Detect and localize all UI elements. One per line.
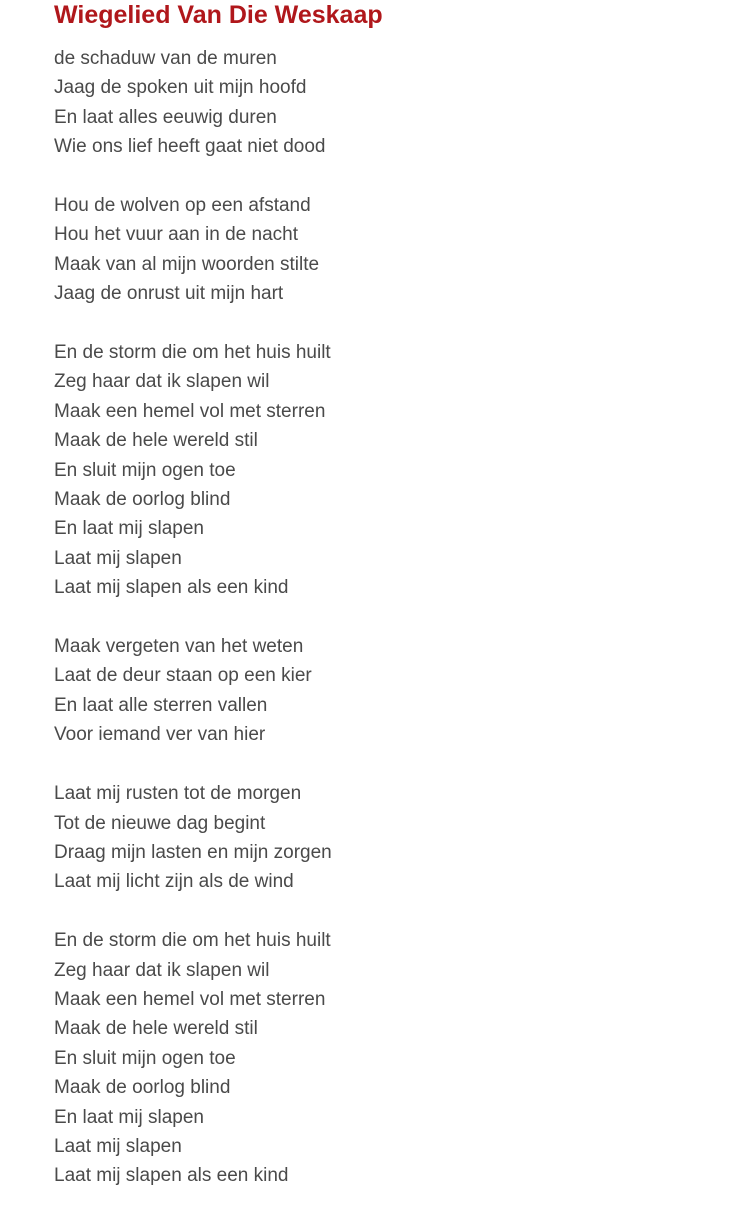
lyric-line: Zeg haar dat ik slapen wil xyxy=(54,371,270,393)
lyric-line: Maak vergeten van het weten xyxy=(54,636,304,658)
lyric-line: Hou de wolven op een afstand xyxy=(54,195,311,217)
lyric-line: Maak de hele wereld stil xyxy=(54,1018,258,1040)
lyric-line: Maak de hele wereld stil xyxy=(54,430,258,452)
lyric-line: Maak een hemel vol met sterren xyxy=(54,400,326,422)
lyric-line: Laat mij licht zijn als de wind xyxy=(54,871,294,893)
lyric-line: En laat mij slapen xyxy=(54,1106,204,1128)
stanza xyxy=(54,632,714,750)
lyric-line: Jaag de onrust uit mijn hart xyxy=(54,283,284,305)
lyric-line: Maak de oorlog blind xyxy=(54,489,231,511)
lyric-line: Laat mij slapen xyxy=(54,547,182,569)
lyric-line: En de storm die om het huis huilt xyxy=(54,342,331,364)
lyric-line: En laat mij slapen xyxy=(54,518,204,540)
lyric-line: En sluit mijn ogen toe xyxy=(54,1047,236,1069)
stanza xyxy=(54,926,714,1191)
stanza xyxy=(54,338,714,603)
lyric-line: En laat alles eeuwig duren xyxy=(54,106,277,128)
lyric-line: de schaduw van de muren xyxy=(54,48,277,69)
lyric-line: Laat mij slapen als een kind xyxy=(54,1165,289,1187)
lyric-line: En laat alle sterren vallen xyxy=(54,694,268,716)
song-title: Wiegelied Van Die Weskaap xyxy=(54,1,383,29)
lyric-line: Wie ons lief heeft gaat niet dood xyxy=(54,136,326,158)
lyric-line: En sluit mijn ogen toe xyxy=(54,459,236,481)
lyric-line: Maak de oorlog blind xyxy=(54,1077,231,1099)
lyric-line: Hou het vuur aan in de nacht xyxy=(54,224,299,246)
lyric-line: Laat de deur staan op een kier xyxy=(54,665,312,687)
lyric-line: Jaag de spoken uit mijn hoofd xyxy=(54,77,307,99)
lyric-line: Tot de nieuwe dag begint xyxy=(54,812,266,834)
lyric-line: Maak een hemel vol met sterren xyxy=(54,988,326,1010)
lyric-line: Zeg haar dat ik slapen wil xyxy=(54,959,270,981)
lyric-line: En de storm die om het huis huilt xyxy=(54,930,331,952)
lyric-line: Laat mij rusten tot de morgen xyxy=(54,783,302,805)
lyric-line: Voor iemand ver van hier xyxy=(54,724,266,746)
lyric-line: Maak van al mijn woorden stilte xyxy=(54,253,320,275)
stanza xyxy=(54,779,714,897)
lyric-line: Draag mijn lasten en mijn zorgen xyxy=(54,841,332,863)
stanza xyxy=(54,44,714,162)
lyrics-body xyxy=(54,44,714,1220)
lyric-line: Laat mij slapen als een kind xyxy=(54,577,289,599)
lyric-line: Laat mij slapen xyxy=(54,1135,182,1157)
stanza xyxy=(54,191,714,309)
